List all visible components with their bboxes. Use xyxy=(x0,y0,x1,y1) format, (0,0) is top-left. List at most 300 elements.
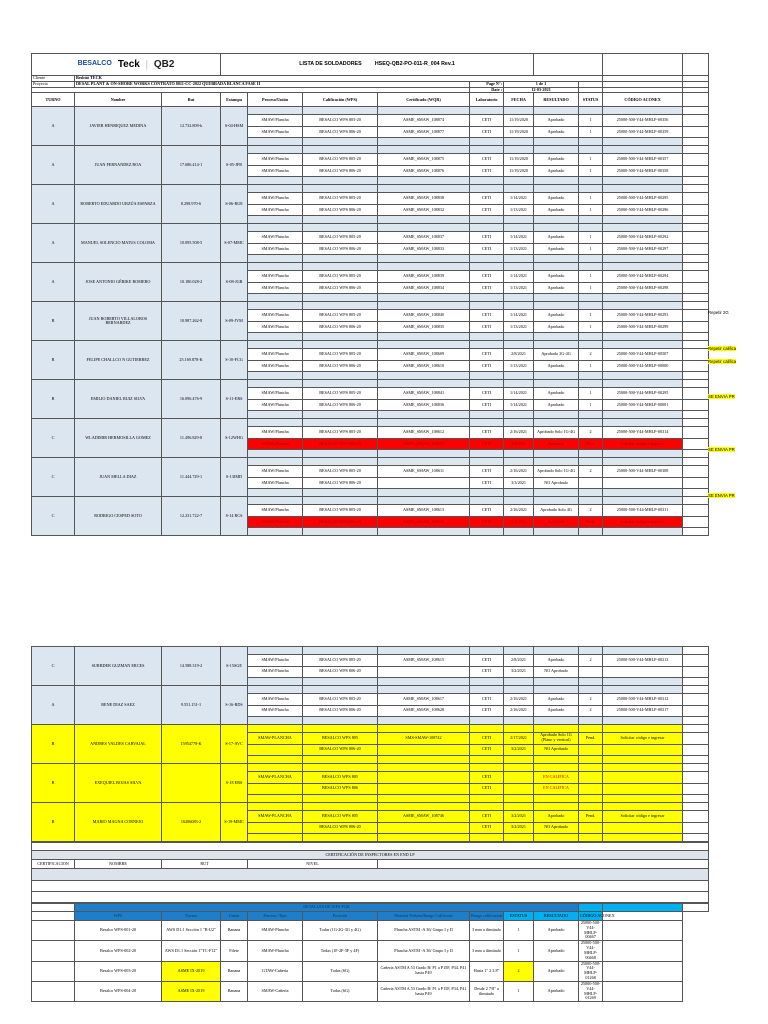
cell-laboratorio: CETI xyxy=(470,282,504,294)
cell xyxy=(378,756,470,764)
cell-wps-ref: BESALCO WPS 806-20 xyxy=(303,165,378,177)
cell-laboratorio: CETI xyxy=(470,783,504,795)
sheet-bottom xyxy=(31,646,708,1002)
cell-wps-ref: BESALCO WPS 806-20 xyxy=(303,477,378,489)
cell xyxy=(470,138,504,146)
cell-wqr-ref: ASME_SMAW_108612 xyxy=(378,427,470,439)
welder-name: MANUEL SOLENCIO MATUS COLOMA xyxy=(75,224,162,263)
cell-status xyxy=(579,744,603,756)
cell xyxy=(470,803,504,811)
cell-fecha: 2/8/2021 xyxy=(504,655,534,667)
cell-resultado: Aprobado xyxy=(534,282,579,294)
cell-proceso: SMAW/Plancha xyxy=(248,360,303,372)
cell-laboratorio: CETI xyxy=(470,310,504,322)
cell-laboratorio: CETI xyxy=(470,399,504,411)
cell xyxy=(378,224,470,232)
cell-laboratorio: CETI xyxy=(470,427,504,439)
wps-cell: Banana xyxy=(221,961,248,981)
cell xyxy=(378,138,470,146)
cell xyxy=(248,458,303,466)
cell-wps-ref: BESALCO WPS 806-20 xyxy=(303,744,378,756)
cell-resultado: EN CALIFICA xyxy=(534,783,579,795)
wps-cell: 3 mm a ilimitado xyxy=(470,921,504,941)
cell xyxy=(603,941,683,961)
wps-header: Material Probeta/Rango Calificado xyxy=(378,912,470,921)
cell-status: 1 xyxy=(579,115,603,127)
cell xyxy=(248,764,303,772)
cell-resultado: Aprobado xyxy=(534,694,579,706)
welder-name: RENE DIAZ SAEZ xyxy=(75,686,162,725)
table-row xyxy=(32,961,709,981)
cell-wps-ref: BESALCO WPS 805 xyxy=(303,733,378,745)
welder-rut: 12.732.809-k xyxy=(162,107,221,146)
cell-proceso xyxy=(248,822,303,834)
cell xyxy=(378,497,470,505)
cell xyxy=(683,756,709,764)
cell-wqr-ref: ASME_SMAW_108839 xyxy=(378,271,470,283)
cell-wqr-ref: ASME_SMAW_108877 xyxy=(378,126,470,138)
wps-cell: 1 xyxy=(504,981,534,1001)
cell-wqr-ref: ASME_SMAW_108636 xyxy=(378,516,470,528)
cell xyxy=(504,224,534,232)
cell xyxy=(504,107,534,115)
cell-status xyxy=(579,772,603,784)
cell-resultado: Aprobado xyxy=(534,438,579,450)
cell-resultado: Aprobado xyxy=(534,388,579,400)
cell xyxy=(248,341,303,349)
cell xyxy=(603,764,683,772)
cell-resultado: NO Aprobado xyxy=(534,477,579,489)
welder-stamp: S-05-JFR xyxy=(221,146,248,185)
cell xyxy=(248,255,303,263)
cell xyxy=(683,388,709,400)
cell xyxy=(603,216,683,224)
cell-wqr-ref xyxy=(378,822,470,834)
wps-cell: Cañería ASTM A 53 Grado B/ P1 a P15F, P34, P41 hasta P49 xyxy=(378,981,470,1001)
cell xyxy=(504,263,534,271)
cell xyxy=(683,372,709,380)
cell xyxy=(683,138,709,146)
cell-codigo-aconex: 25000-500-V44-MHLP-00294 xyxy=(603,271,683,283)
welder-name: JOSE ANTONIO GÉRIKE ROMERO xyxy=(75,263,162,302)
cell xyxy=(603,380,683,388)
cell xyxy=(248,528,303,536)
cell xyxy=(534,678,579,686)
cell xyxy=(470,497,504,505)
cell xyxy=(504,528,534,536)
cell-wqr-ref: ASME_SMAW_108617 xyxy=(378,694,470,706)
cell-proceso: SMAW-PLANCHA xyxy=(248,811,303,823)
cell xyxy=(303,450,378,458)
welder-turno: C xyxy=(32,647,75,686)
cell xyxy=(683,380,709,388)
cell-codigo-aconex: 25000-500-V44-MHLP-00308 xyxy=(603,466,683,478)
cell-resultado: Aprobado xyxy=(534,321,579,333)
cell-wps-ref: BESALCO WPS 805-20 xyxy=(303,232,378,244)
page-value: 1 de 1 xyxy=(504,81,579,87)
cell xyxy=(378,764,470,772)
cell xyxy=(603,981,683,1001)
cell xyxy=(534,107,579,115)
cell xyxy=(378,185,470,193)
cell xyxy=(504,138,534,146)
cell-laboratorio: CETI xyxy=(470,772,504,784)
cliente-label: Cliente xyxy=(32,76,75,82)
cell-resultado: Aprobado xyxy=(534,399,579,411)
cell xyxy=(683,705,709,717)
cell xyxy=(470,411,504,419)
welder-turno: A xyxy=(32,224,75,263)
cell-status: 1 xyxy=(579,126,603,138)
welder-turno: B xyxy=(32,341,75,380)
cell xyxy=(683,458,709,466)
cell xyxy=(504,294,534,302)
cell xyxy=(683,216,709,224)
cell xyxy=(303,177,378,185)
cell-resultado: Aprobado xyxy=(534,193,579,205)
cell xyxy=(303,647,378,655)
cell xyxy=(683,489,709,497)
cell xyxy=(470,263,504,271)
cell xyxy=(303,678,378,686)
cell-status: 1 xyxy=(579,204,603,216)
cell-proceso: SMAW/Plancha xyxy=(248,243,303,255)
proyecto-value: DESAL PLANT & ON-SHORE WORKS CONTRATO 8011-CC-2022 QUEBRADA BLANCA FASE II xyxy=(75,81,470,87)
cell-fecha: 3/3/2021 xyxy=(504,438,534,450)
cell xyxy=(504,489,534,497)
cell-fecha: 3/2/2021 xyxy=(504,744,534,756)
wps-cell: Hasta 1" 2.3.8" xyxy=(470,961,504,981)
cliente-value: Besbüö TECK xyxy=(75,76,603,82)
cell-wqr-ref: ASME_SMAW_108874 xyxy=(378,115,470,127)
wps-cell: 25000-500-V44-MHLP-01268 xyxy=(579,961,603,981)
cell-proceso: SMAW/Plancha xyxy=(248,705,303,717)
cell xyxy=(683,282,709,294)
wps-section-title: DETALLES DE WPS-PQR xyxy=(75,904,579,912)
cell xyxy=(579,177,603,185)
cell-laboratorio: CETI xyxy=(470,349,504,361)
cell xyxy=(470,216,504,224)
cell-fecha: 2/16/2021 xyxy=(504,705,534,717)
cell xyxy=(603,803,683,811)
cell-wqr-ref xyxy=(378,666,470,678)
cell xyxy=(683,146,709,154)
cell-status: 1 xyxy=(579,243,603,255)
table-row xyxy=(32,921,709,941)
cell xyxy=(534,333,579,341)
cell-laboratorio: CETI xyxy=(470,655,504,667)
insp-col-nombre: NOMBRE xyxy=(75,860,162,869)
cell-fecha: 3/3/2021 xyxy=(504,516,534,528)
cell-wps-ref: BESALCO WPS 806-20 xyxy=(303,516,378,528)
cell xyxy=(504,411,534,419)
cell-laboratorio: CETI xyxy=(470,204,504,216)
cell xyxy=(579,341,603,349)
table-row xyxy=(32,981,709,1001)
welder-rut: 10.987.262-8 xyxy=(162,302,221,341)
welder-turno: A xyxy=(32,146,75,185)
cell-proceso: SMAW/Plancha xyxy=(248,427,303,439)
cell-laboratorio: CETI xyxy=(470,477,504,489)
cell-wps-ref: BESALCO WPS 806-20 xyxy=(303,282,378,294)
cell xyxy=(248,294,303,302)
cell-wps-ref: BESALCO WPS 806-20 xyxy=(303,666,378,678)
cell xyxy=(683,193,709,205)
cell-proceso: SMAW/Plancha xyxy=(248,466,303,478)
proyecto-label: Proyecto xyxy=(32,81,75,87)
wps-cell: Besalco WPS-002-20 xyxy=(75,941,162,961)
wps-cell: Plancha ASTM -A 36/ Grupo I y II xyxy=(378,921,470,941)
cell-codigo-aconex xyxy=(603,822,683,834)
wps-cell: Banana xyxy=(221,981,248,1001)
cell xyxy=(504,333,534,341)
cell xyxy=(470,333,504,341)
cell xyxy=(303,294,378,302)
welder-turno: A xyxy=(32,107,75,146)
cell-proceso: SMAW/Plancha xyxy=(248,349,303,361)
cell xyxy=(603,146,683,154)
besalco-logo: BESALCO xyxy=(77,60,112,68)
cell xyxy=(378,380,470,388)
welder-stamp: S-06-RUE xyxy=(221,185,248,224)
cell xyxy=(303,216,378,224)
cell xyxy=(470,795,504,803)
cell-fecha: 1/14/2021 xyxy=(504,310,534,322)
cell xyxy=(579,185,603,193)
wps-cell: Desde 2 7/8" a ilimitado xyxy=(470,981,504,1001)
cell-codigo-aconex: 25000-500-V44-MHLP-00358 xyxy=(603,165,683,177)
cell xyxy=(470,372,504,380)
cell-wps-ref: BESALCO WPS 806-20 xyxy=(303,204,378,216)
cell xyxy=(683,243,709,255)
cell-codigo-aconex: 25000-500-V44-MHLP-00293 xyxy=(603,310,683,322)
welder-name: EMILIO DANIEL RUIZ SILVA xyxy=(75,380,162,419)
cell-fecha: 1/13/2021 xyxy=(504,282,534,294)
cell xyxy=(579,450,603,458)
col-certificado: Certificado (WQR) xyxy=(378,93,470,107)
cell xyxy=(683,694,709,706)
welder-name: SURBDER GUZMAN ERCES xyxy=(75,647,162,686)
col-fecha: FECHA xyxy=(504,93,534,107)
cell-fecha xyxy=(504,772,534,784)
cell xyxy=(603,294,683,302)
welder-turno: A xyxy=(32,686,75,725)
cell xyxy=(504,177,534,185)
wps-cell: Aprobado xyxy=(534,961,579,981)
cell xyxy=(32,941,75,961)
cell xyxy=(579,803,603,811)
cell-laboratorio: CETI xyxy=(470,165,504,177)
welder-rut: 15954778-K xyxy=(162,725,221,764)
cell xyxy=(303,411,378,419)
cell xyxy=(683,744,709,756)
cell xyxy=(504,450,534,458)
cell xyxy=(378,795,470,803)
cell xyxy=(579,333,603,341)
table-row xyxy=(32,803,709,811)
cell-codigo-aconex: 25000-500-V44-MHLP-00295 xyxy=(603,193,683,205)
side-note: SE ENVIA PR xyxy=(708,493,735,498)
welder-stamp: S-14 RCS xyxy=(221,497,248,536)
table-row xyxy=(32,146,709,154)
cell xyxy=(683,107,709,115)
cell xyxy=(579,489,603,497)
cell-status: 1 xyxy=(579,271,603,283)
welder-turno: C xyxy=(32,497,75,536)
cell xyxy=(683,477,709,489)
cell-laboratorio: CETI xyxy=(470,232,504,244)
cell xyxy=(603,725,683,733)
cell xyxy=(683,438,709,450)
cell-wqr-ref: ASME_SMAW_108609 xyxy=(378,349,470,361)
welder-turno: A xyxy=(32,185,75,224)
cell xyxy=(248,107,303,115)
cell xyxy=(470,528,504,536)
cell xyxy=(303,756,378,764)
cell xyxy=(303,725,378,733)
cell xyxy=(470,107,504,115)
welder-stamp: S-19-MMC xyxy=(221,803,248,842)
cell-wqr-ref: ASME_SMAW_108836 xyxy=(378,399,470,411)
cell xyxy=(579,380,603,388)
cell-resultado: Aprobado xyxy=(534,204,579,216)
cell-fecha: 1/14/2021 xyxy=(504,232,534,244)
cell xyxy=(683,165,709,177)
cell-status: 2 xyxy=(579,349,603,361)
cell-proceso: SMAW/Plancha xyxy=(248,282,303,294)
welder-rut: 17.686.414-1 xyxy=(162,146,221,185)
cell xyxy=(470,380,504,388)
cell xyxy=(683,764,709,772)
cell xyxy=(579,717,603,725)
cell-fecha: 2/16/2021 xyxy=(504,466,534,478)
cell xyxy=(248,450,303,458)
cell-laboratorio: CETI xyxy=(470,705,504,717)
col-rut: Rut xyxy=(162,93,221,107)
cell xyxy=(378,372,470,380)
cell xyxy=(603,185,683,193)
cell-codigo-aconex: 25000-500-V44-MHLP-00312 xyxy=(603,694,683,706)
cell xyxy=(579,255,603,263)
wps-cell: Aprobado xyxy=(534,921,579,941)
cell-proceso: SMAW/Plancha xyxy=(248,193,303,205)
cell xyxy=(504,216,534,224)
date-label: Date : xyxy=(470,87,504,93)
page-label: Page N°: xyxy=(470,81,504,87)
cell-proceso: SMAW-PLANCHA xyxy=(248,772,303,784)
cell-wqr-ref: ASME_SMAW_108837 xyxy=(378,232,470,244)
table-row xyxy=(32,647,709,655)
header-table xyxy=(31,53,709,536)
cell-status: 1 xyxy=(579,154,603,166)
cell-status: 1 xyxy=(579,310,603,322)
cell xyxy=(504,678,534,686)
cell-fecha: 2/8/2021 xyxy=(504,349,534,361)
welder-rut: 11.444.729-1 xyxy=(162,458,221,497)
cell-proceso: SMAW/Plancha xyxy=(248,310,303,322)
cell xyxy=(534,795,579,803)
insp-col-cert: CERTIFICACION xyxy=(32,860,75,869)
cell-codigo-aconex: Solicitar código e ingresar xyxy=(603,811,683,823)
cell xyxy=(683,822,709,834)
cell-wqr-ref xyxy=(378,772,470,784)
cell xyxy=(504,341,534,349)
cell xyxy=(248,333,303,341)
wps-cell: Banana xyxy=(221,921,248,941)
welder-stamp: S-18 ERS xyxy=(221,764,248,803)
cell xyxy=(534,686,579,694)
cell xyxy=(504,834,534,842)
cell xyxy=(303,764,378,772)
cell xyxy=(378,686,470,694)
cell-proceso xyxy=(248,783,303,795)
cell-resultado: Aprobado Solo 1G (Plano y vertical) xyxy=(534,733,579,745)
inspectors-title: CERTIFICACIÓN DE INSPECTORES EN END LP xyxy=(32,851,709,860)
cell-laboratorio: CETI xyxy=(470,193,504,205)
cell xyxy=(683,115,709,127)
cell xyxy=(378,216,470,224)
cell xyxy=(470,834,504,842)
cell-resultado: Aprobado xyxy=(534,705,579,717)
cell xyxy=(579,411,603,419)
cell xyxy=(579,263,603,271)
welder-turno: C xyxy=(32,458,75,497)
cell-wqr-ref xyxy=(378,744,470,756)
cell xyxy=(378,333,470,341)
cell-status: 1 xyxy=(579,321,603,333)
welder-name: FELIPE CHALLCO N GUTIERREZ xyxy=(75,341,162,380)
cell xyxy=(683,154,709,166)
cell xyxy=(470,458,504,466)
side-note: Repetir 2G xyxy=(708,310,729,315)
cell-codigo-aconex: 25000-500-V44-MHLP-00297 xyxy=(603,243,683,255)
cell xyxy=(603,372,683,380)
welder-turno: B xyxy=(32,803,75,842)
cell xyxy=(470,224,504,232)
cell xyxy=(683,647,709,655)
welder-name: WLADIMIR HERMOSILLA GOMEZ xyxy=(75,419,162,458)
cell-fecha: 3/2/2021 xyxy=(504,822,534,834)
cell-proceso: SMAW/Plancha xyxy=(248,694,303,706)
wps-header: CÓDIGO ACONEX xyxy=(579,912,603,921)
cell-wps-ref: BESALCO WPS 806-20 xyxy=(303,360,378,372)
cell-codigo-aconex: Solicitar código e ingresar xyxy=(603,438,683,450)
cell xyxy=(470,764,504,772)
cell-laboratorio: CETI xyxy=(470,505,504,517)
cell-status: Pend. xyxy=(579,516,603,528)
cell xyxy=(579,497,603,505)
cell xyxy=(683,360,709,372)
col-resultado: RESULTADO xyxy=(534,93,579,107)
sheet-top xyxy=(31,53,708,536)
cell xyxy=(683,411,709,419)
cell xyxy=(534,146,579,154)
cell-status: 2 xyxy=(579,705,603,717)
cell xyxy=(683,834,709,842)
cell xyxy=(603,961,683,981)
cell-codigo-aconex: 25000-500-V44-MHLP-00356 xyxy=(603,115,683,127)
cell xyxy=(683,725,709,733)
cell-wqr-ref: ASME_SMAW_108611 xyxy=(378,466,470,478)
cell-wqr-ref: ASME_SMAW_108628 xyxy=(378,705,470,717)
cell-codigo-aconex: 25000-500-V44-MHLP-00313 xyxy=(603,655,683,667)
cell xyxy=(683,427,709,439)
cell-wqr-ref: ASME_SMAW_108613 xyxy=(378,505,470,517)
col-turno: TURNO xyxy=(32,93,75,107)
cell xyxy=(504,302,534,310)
wps-cell: SMAW-Plancha xyxy=(248,921,303,941)
cell-laboratorio: CETI xyxy=(470,811,504,823)
